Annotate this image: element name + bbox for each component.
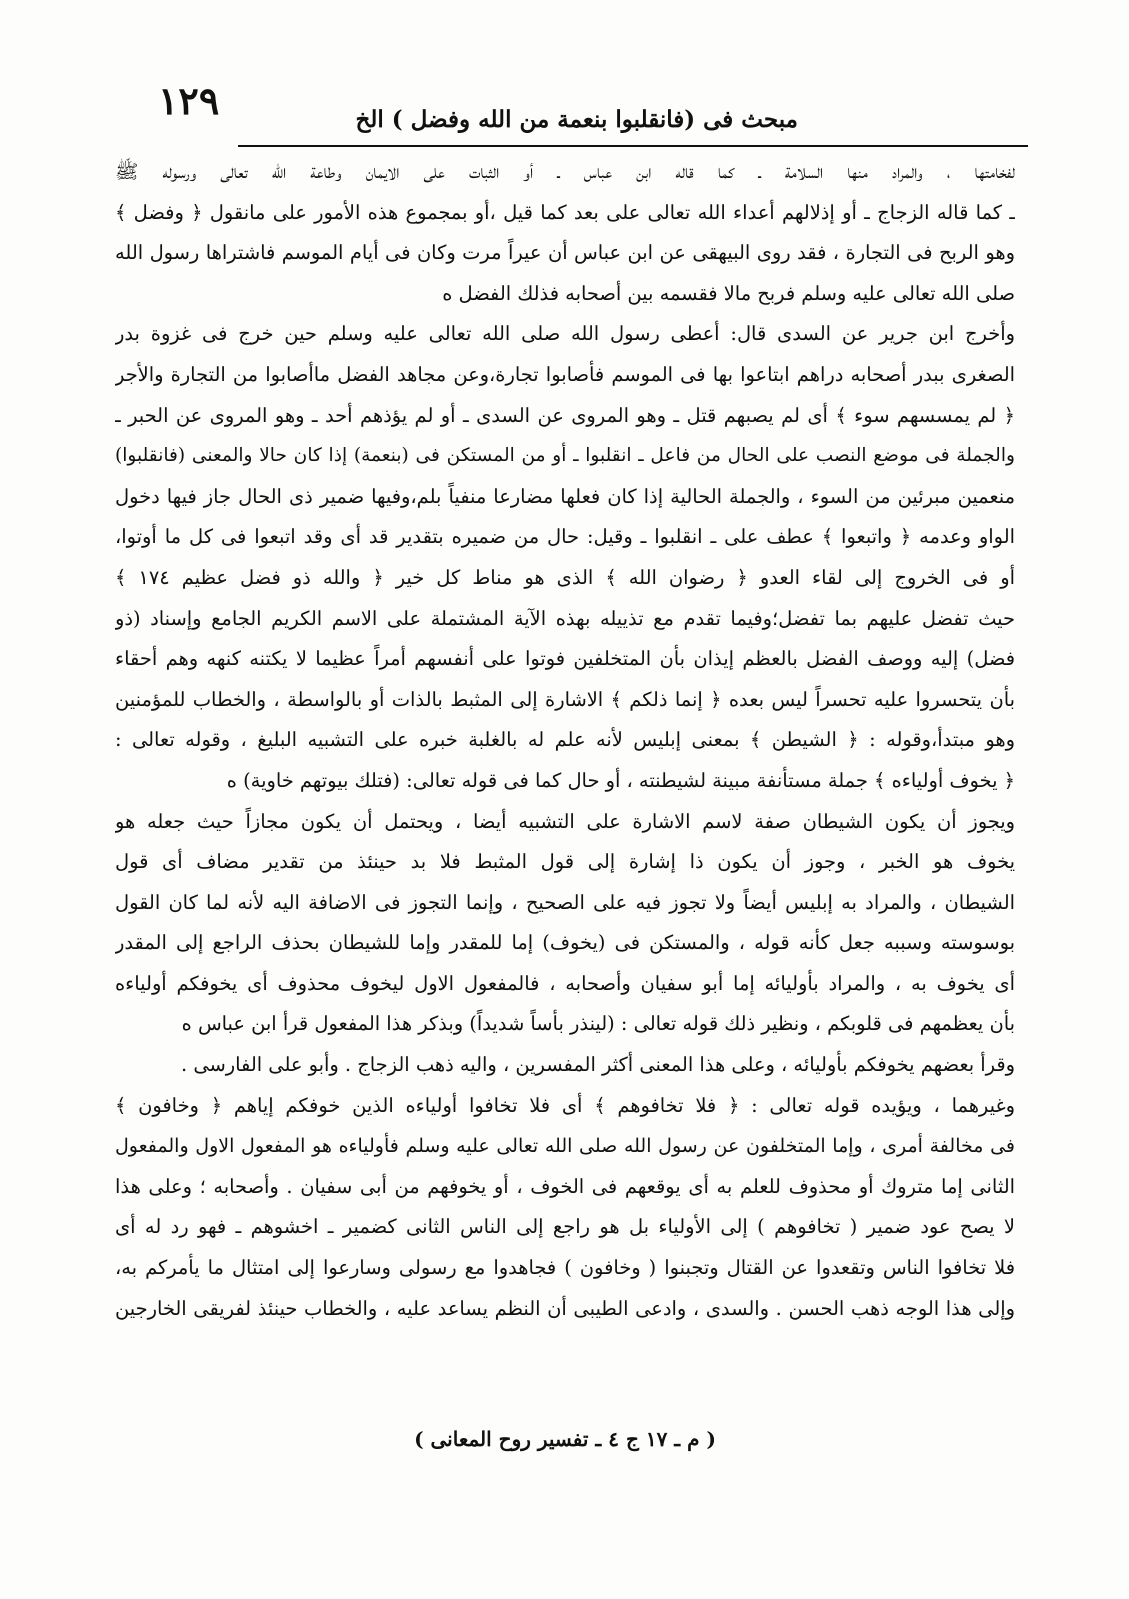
text-line: ويجوز أن يكون الشيطان صفة لاسم الاشارة على التشبيه أيضا ، ويحتمل أن يكون مجازاً حيث جعله هو [115, 809, 1015, 833]
text-line: بأن يعظمهم فى قلوبكم ، ونظير ذلك قوله تعالى : (لينذر بأساً شديداً) وبذكر هذا المفعول قرأ ابن عباس ه [181, 1012, 1015, 1036]
text-line: بوسوسته وسببه جعل كأنه قوله ، والمستكن فى (يخوف) إما للمقدر وإما للشيطان بحذف الراجع إلى المقدر [115, 931, 1015, 955]
text-line: وغيرهما ، ويؤيده قوله تعالى : ﴿ فلا تخافوهم ﴾ أى فلا تخافوا أولياءه الذين خوفكم إياهم ﴿ وخافون ﴾ [115, 1093, 1015, 1117]
page-number: ١٢٩ [158, 78, 220, 123]
text-line: فلا تخافوا الناس وتقعدوا عن القتال وتجبنوا ( وخافون ) فجاهدوا مع رسولى وسارعوا إلى امتثال ما يأمركم به، [115, 1256, 1015, 1280]
text-line: الواو وعدمه ﴿ واتبعوا ﴾ عطف على ـ انقلبوا ـ وقيل: حال من ضميره بتقدير قد أى وقد اتبعوا فى كل ما أوتوا، [115, 525, 1015, 549]
text-line: الشيطان ، والمراد به إبليس أيضاً ولا تجوز فيه على الصحيح ، وإنما التجوز فى الاضافة اليه لأنه لما كان القول [115, 890, 1015, 914]
text-line: وأخرج ابن جرير عن السدى قال: أعطى رسول الله صلى الله تعالى عليه وسلم حين خرج فى غزوة بدر [115, 322, 1015, 346]
text-line: ـ كما قاله الزجاج ـ أو إذلالهم أعداء الله تعالى على بعد كما قيل ،أو بمجموع هذه الأمور على مانقول ﴿ وفضل ﴾ [115, 200, 1015, 224]
text-line: وإلى هذا الوجه ذهب الحسن . والسدى ، وادعى الطيبى أن النظم يساعد عليه ، والخطاب حينئذ لفريقى الخارجين [115, 1296, 1015, 1320]
running-title: مبحث فى (فانقلبوا بنعمة من الله وفضل ) الخ [355, 106, 798, 133]
text-line: وهو الربح فى التجارة ، فقد روى البيهقى عن ابن عباس أن عيراً مرت وكان فى أيام الموسم فاشتراها رسول الله [115, 241, 1015, 265]
page-header [128, 78, 1028, 148]
text-line: حيث تفضل عليهم بما تفضل؛وفيما تقدم مع تذييله بهذه الآية المشتملة على الاسم الكريم الجامع وإسناد (ذو [115, 606, 1015, 630]
text-line: فى مخالفة أمرى ، وإما المتخلفون عن رسول الله صلى الله تعالى عليه وسلم فأولياءه هو المفعول الاول والمفعول [115, 1135, 1015, 1158]
text-line: والجملة فى موضع النصب على الحال من فاعل ـ انقلبوا ـ أو من المستكن فى (بنعمة) إذا كان حالا والمعنى (فانقلبوا) [115, 445, 1015, 467]
text-line: الثانى إما متروك أو محذوف للعلم به أى يوقعهم فى الخوف ، أو يخوفهم من أبى سفيان . وأصحابه ؛ وعلى هذا [115, 1174, 1015, 1198]
text-line: بأن يتحسروا عليه تحسراً ليس بعده ﴿ إنما ذلكم ﴾ الاشارة إلى المثبط بالذات أو بالواسطة ، والخطاب للمؤمنين [115, 687, 1015, 711]
text-line: وهو مبتدأ،وقوله : ﴿ الشيطن ﴾ بمعنى إبليس لأنه علم له بالغلبة خبره على التشبيه البليغ ، وقوله تعالى : [115, 728, 1015, 752]
text-line: منعمين مبرئين من السوء ، والجملة الحالية إذا كان فعلها مضارعا منفياً بلم،وفيها ضمير ذى الحال جاز فيها دخول [115, 484, 1015, 508]
text-line: ﴿ لم يمسسهم سوء ﴾ أى لم يصبهم قتل ـ وهو المروى عن السدى ـ أو لم يؤذهم أحد ـ وهو المروى عن الحبر ـ [115, 403, 1015, 427]
text-line: صلى الله تعالى عليه وسلم فربح مالا فقسمه بين أصحابه فذلك الفضل ه [442, 281, 1015, 305]
text-line: ﴿ يخوف أولياءه ﴾ جملة مستأنفة مبينة لشيطنته ، أو حال كما فى قوله تعالى: (فتلك بيوتهم خاوية) ه [226, 768, 1015, 792]
body-text [115, 152, 1015, 1329]
text-line: فضل) إليه ووصف الفضل بالعظم إيذان بأن المتخلفين فوتوا على أنفسهم أمراً عظيما لا يكتنه كنهه وهم أحقاء [115, 647, 1015, 671]
text-line: أى يخوف به ، والمراد بأوليائه إما أبو سفيان وأصحابه ، فالمفعول الاول ليخوف محذوف أى يخوفكم أولياءه [115, 971, 1015, 995]
text-line: لا يصح عود ضمير ( تخافوهم ) إلى الأولياء بل هو راجع إلى الناس الثانى كضمير ـ اخشوهم ـ فهو رد له أى [115, 1215, 1015, 1239]
header-rule [238, 145, 1028, 147]
text-line: وقرأ بعضهم يخوفكم بأوليائه ، وعلى هذا المعنى أكثر المفسرين ، واليه ذهب الزجاج . وأبو على الفارسى . [181, 1053, 1015, 1077]
text-line: الصغرى ببدر أصحابه دراهم ابتاعوا بها فى الموسم فأصابوا تجارة،وعن مجاهد الفضل ماأصابوا من التجارة والأجر [115, 362, 1015, 386]
text-line: يخوف هو الخبر ، وجوز أن يكون ذا إشارة إلى قول المثبط فلا بد حينئذ من تقدير مضاف أى قول [115, 850, 1015, 874]
footer-signature: ( م ـ ١٧ ج ٤ ـ تفسير روح المعانى ) [414, 1427, 716, 1451]
text-line: لفخامتها ، والمراد منها السلامة ـ كما قاله ابن عباس ـ أو الثبات على الايمان وطاعة الله تعالى ورسوله ﷺ [115, 160, 1015, 183]
text-line: أو فى الخروج إلى لقاء العدو ﴿ رضوان الله ﴾ الذى هو مناط كل خير ﴿ والله ذو فضل عظيم ١٧٤ ﴾ [115, 565, 1015, 589]
